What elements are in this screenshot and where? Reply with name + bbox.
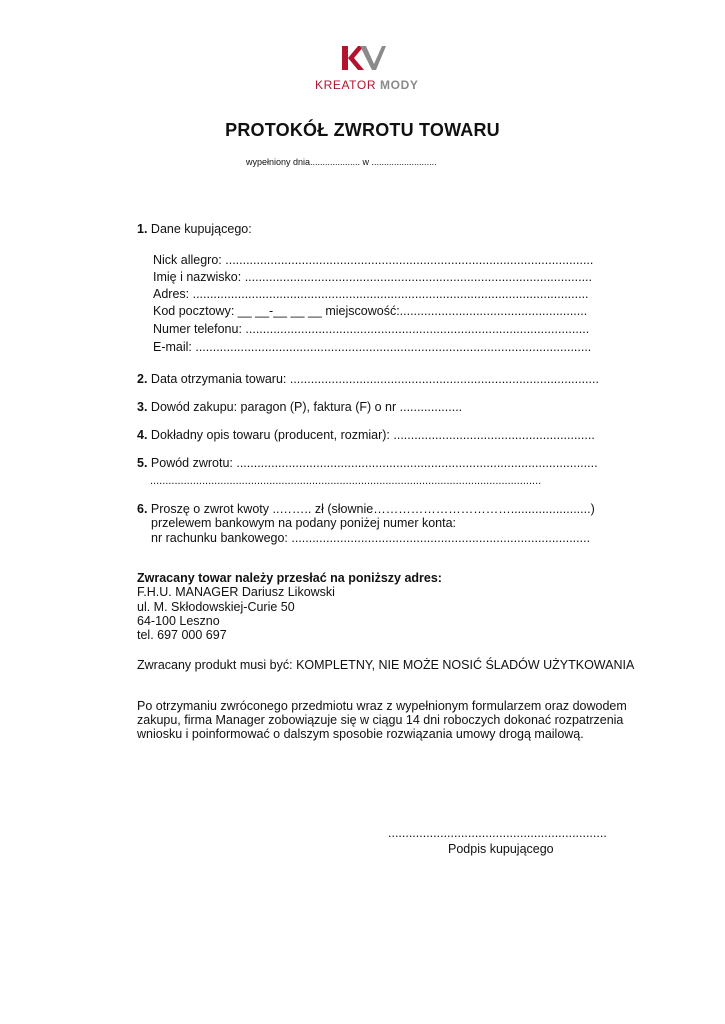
section-text: Powód zwrotu: ........................................................................................................ xyxy=(147,456,598,470)
filled-date-line: wypełniony dnia.................... w .......................... xyxy=(246,157,437,167)
condition-text: Zwracany produkt musi być: KOMPLETNY, NIE MOŻE NOSIĆ ŚLADÓW UŻYTKOWANIA xyxy=(137,658,635,672)
address-line: tel. 697 000 697 xyxy=(137,628,227,642)
logo-text-secondary: MODY xyxy=(380,78,419,92)
section-text: Dowód zakupu: paragon (P), faktura (F) o nr .................. xyxy=(147,400,463,414)
signature-label: Podpis kupującego xyxy=(448,842,554,856)
signature-line[interactable]: ............................................................... xyxy=(388,826,607,840)
section-number: 6. xyxy=(137,502,148,516)
field-address[interactable]: Adres: .................................................................................................................. xyxy=(153,287,589,301)
address-line: 64-100 Leszno xyxy=(137,614,220,628)
section-6[interactable] xyxy=(137,502,595,516)
section-text: Dokładny opis towaru (producent, rozmiar): .......................................................... xyxy=(147,428,595,442)
section-5-line-2[interactable]: ................................................................................................................................ xyxy=(150,475,542,487)
address-line: F.H.U. MANAGER Dariusz Likowski xyxy=(137,585,335,599)
address-heading: Zwracany towar należy przesłać na poniższy adres: xyxy=(137,571,442,585)
section-number: 3. xyxy=(137,400,148,414)
section-4[interactable] xyxy=(137,428,595,442)
section-3[interactable] xyxy=(137,400,462,414)
section-number: 5. xyxy=(137,456,148,470)
logo-text-primary: KREATOR xyxy=(315,78,377,92)
section-text: Data otrzymania towaru: ......................................................................................... xyxy=(147,372,599,386)
paragraph-line: wniosku i poinformować o dalszym sposobie rozwiązania umowy drogą mailową. xyxy=(137,727,584,741)
section-6-line-3[interactable]: nr rachunku bankowego: ...................................................................................... xyxy=(151,531,591,545)
section-label: Dane kupującego: xyxy=(150,222,252,236)
field-email[interactable]: E-mail: .................................................................................................................. xyxy=(153,340,592,354)
field-postal-city[interactable]: Kod pocztowy: __ __-__ __ __ miejscowość:...................................................... xyxy=(153,304,588,318)
field-name[interactable]: Imię i nazwisko: .................................................................................................... xyxy=(153,270,592,284)
field-nick[interactable]: Nick allegro: .......................................................................................................... xyxy=(153,253,594,267)
page-title: PROTOKÓŁ ZWROTU TOWARU xyxy=(225,120,500,140)
section-number: 2. xyxy=(137,372,148,386)
paragraph-line: Po otrzymaniu zwróconego przedmiotu wraz z wypełnionym formularzem oraz dowodem xyxy=(137,699,627,713)
section-number: 1. xyxy=(137,222,148,236)
section-6-line-2: przelewem bankowym na podany poniżej numer konta: xyxy=(151,516,457,530)
logo-text xyxy=(315,78,418,92)
section-text: Proszę o zwrot kwoty ..…….. zł (słownie…………………………….......................) xyxy=(147,502,595,516)
address-line: ul. M. Skłodowskiej-Curie 50 xyxy=(137,600,295,614)
field-phone[interactable]: Numer telefonu: ................................................................................................... xyxy=(153,322,590,336)
section-1-heading xyxy=(137,222,252,236)
kv-monogram-icon xyxy=(338,44,386,72)
section-2[interactable] xyxy=(137,372,599,386)
section-5[interactable] xyxy=(137,456,598,470)
paragraph-line: zakupu, firma Manager zobowiązuje się w ciągu 14 dni roboczych dokonać rozpatrzenia xyxy=(137,713,624,727)
section-number: 4. xyxy=(137,428,148,442)
